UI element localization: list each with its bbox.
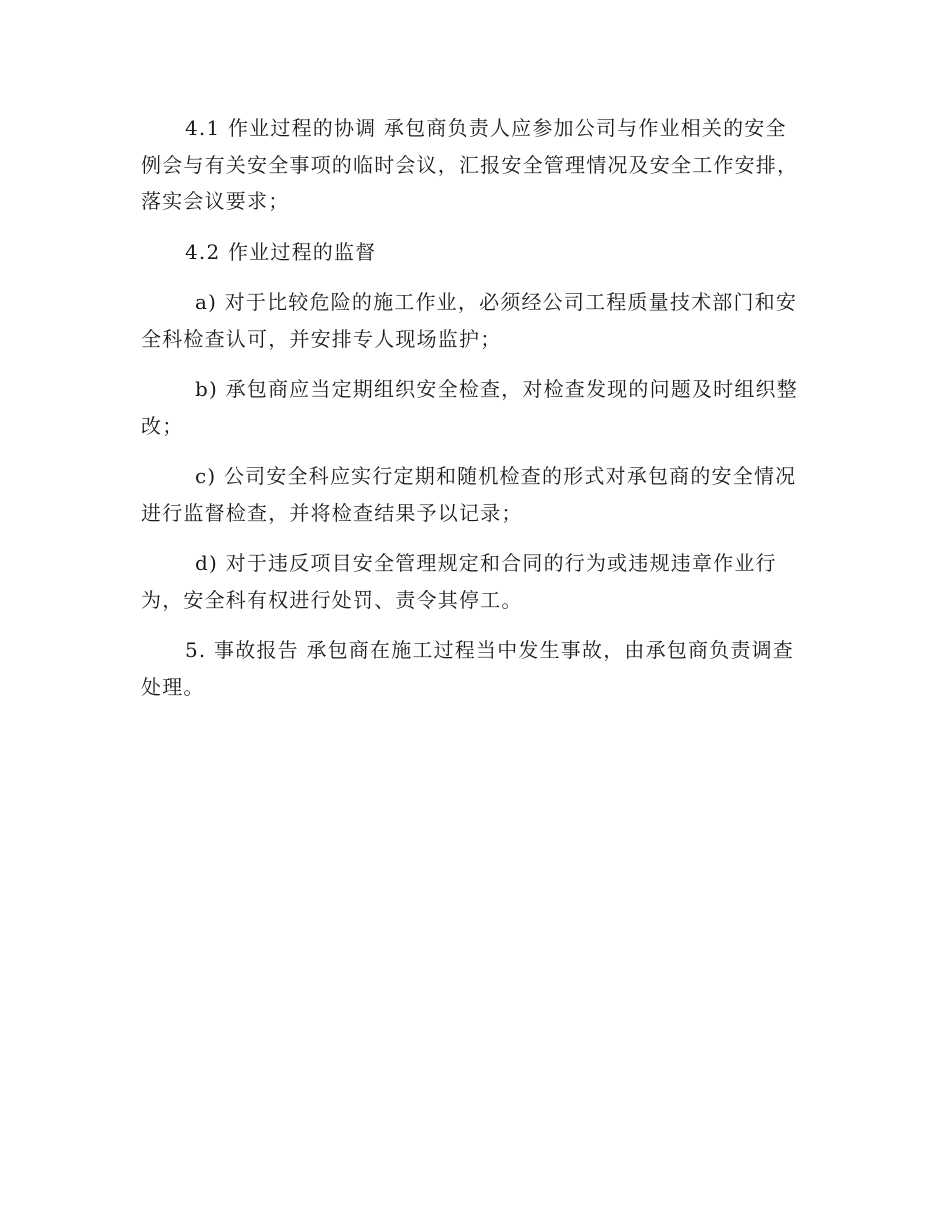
paragraph-4-2-supervision-heading: 4.2 作业过程的监督 [185, 239, 377, 264]
paragraph-4-1-coordination: 4.1 作业过程的协调 承包商负责人应参加公司与作业相关的安全例会与有关安全事项的临时会议，汇报安全管理情况及安全工作安排，落实会议要求； [141, 116, 799, 213]
paragraph-item-d: d) 对于违反项目安全管理规定和合同的行为或违规违章作业行为，安全科有权进行处罚、责令其停工。 [141, 551, 777, 612]
paragraph-item-a: a) 对于比较危险的施工作业，必须经公司工程质量技术部门和安全科检查认可，并安排专人现场监护； [141, 290, 798, 351]
paragraph-item-c: c) 公司安全科应实行定期和随机检查的形式对承包商的安全情况进行监督检查，并将检查结果予以记录； [141, 464, 797, 525]
document-body [141, 110, 803, 705]
paragraph-item-b: b) 承包商应当定期组织安全检查，对检查发现的问题及时组织整改； [141, 377, 798, 438]
paragraph-5-accident-report: 5. 事故报告 承包商在施工过程当中发生事故，由承包商负责调查处理。 [141, 638, 794, 699]
